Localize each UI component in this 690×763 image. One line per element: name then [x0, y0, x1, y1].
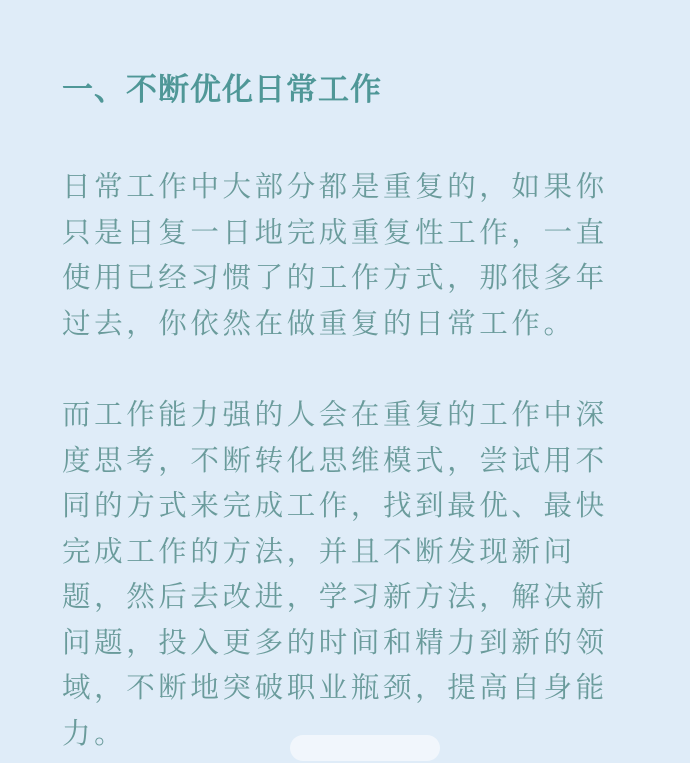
paragraph-line: 过去，你依然在做重复的日常工作。	[62, 306, 576, 340]
paragraph-line: 只是日复一日地完成重复性工作，一直	[62, 215, 608, 249]
paragraph-line: 域，不断地突破职业瓶颈，提高自身能	[62, 671, 608, 704]
paragraph-line: 而工作能力强的人会在重复的工作中深	[62, 398, 608, 431]
paragraph-line: 题，然后去改进，学习新方法，解决新	[62, 580, 608, 613]
paragraph-line: 度思考，不断转化思维模式，尝试用不	[62, 443, 608, 477]
paragraph-line: 日常工作中大部分都是重复的，如果你	[62, 170, 608, 203]
paragraph-1	[62, 164, 608, 346]
paragraph-2	[62, 392, 608, 756]
paragraph-line: 问题，投入更多的时间和精力到新的领	[62, 625, 608, 659]
paragraph-line: 力。	[62, 716, 127, 750]
paragraph-line: 同的方式来完成工作，找到最优、最快	[62, 489, 608, 522]
section-heading: 一、不断优化日常工作	[62, 72, 382, 108]
paragraph-line: 使用已经习惯了的工作方式，那很多年	[62, 261, 608, 294]
blurred-watermark	[290, 735, 440, 761]
paragraph-line: 完成工作的方法，并且不断发现新问	[62, 534, 576, 568]
